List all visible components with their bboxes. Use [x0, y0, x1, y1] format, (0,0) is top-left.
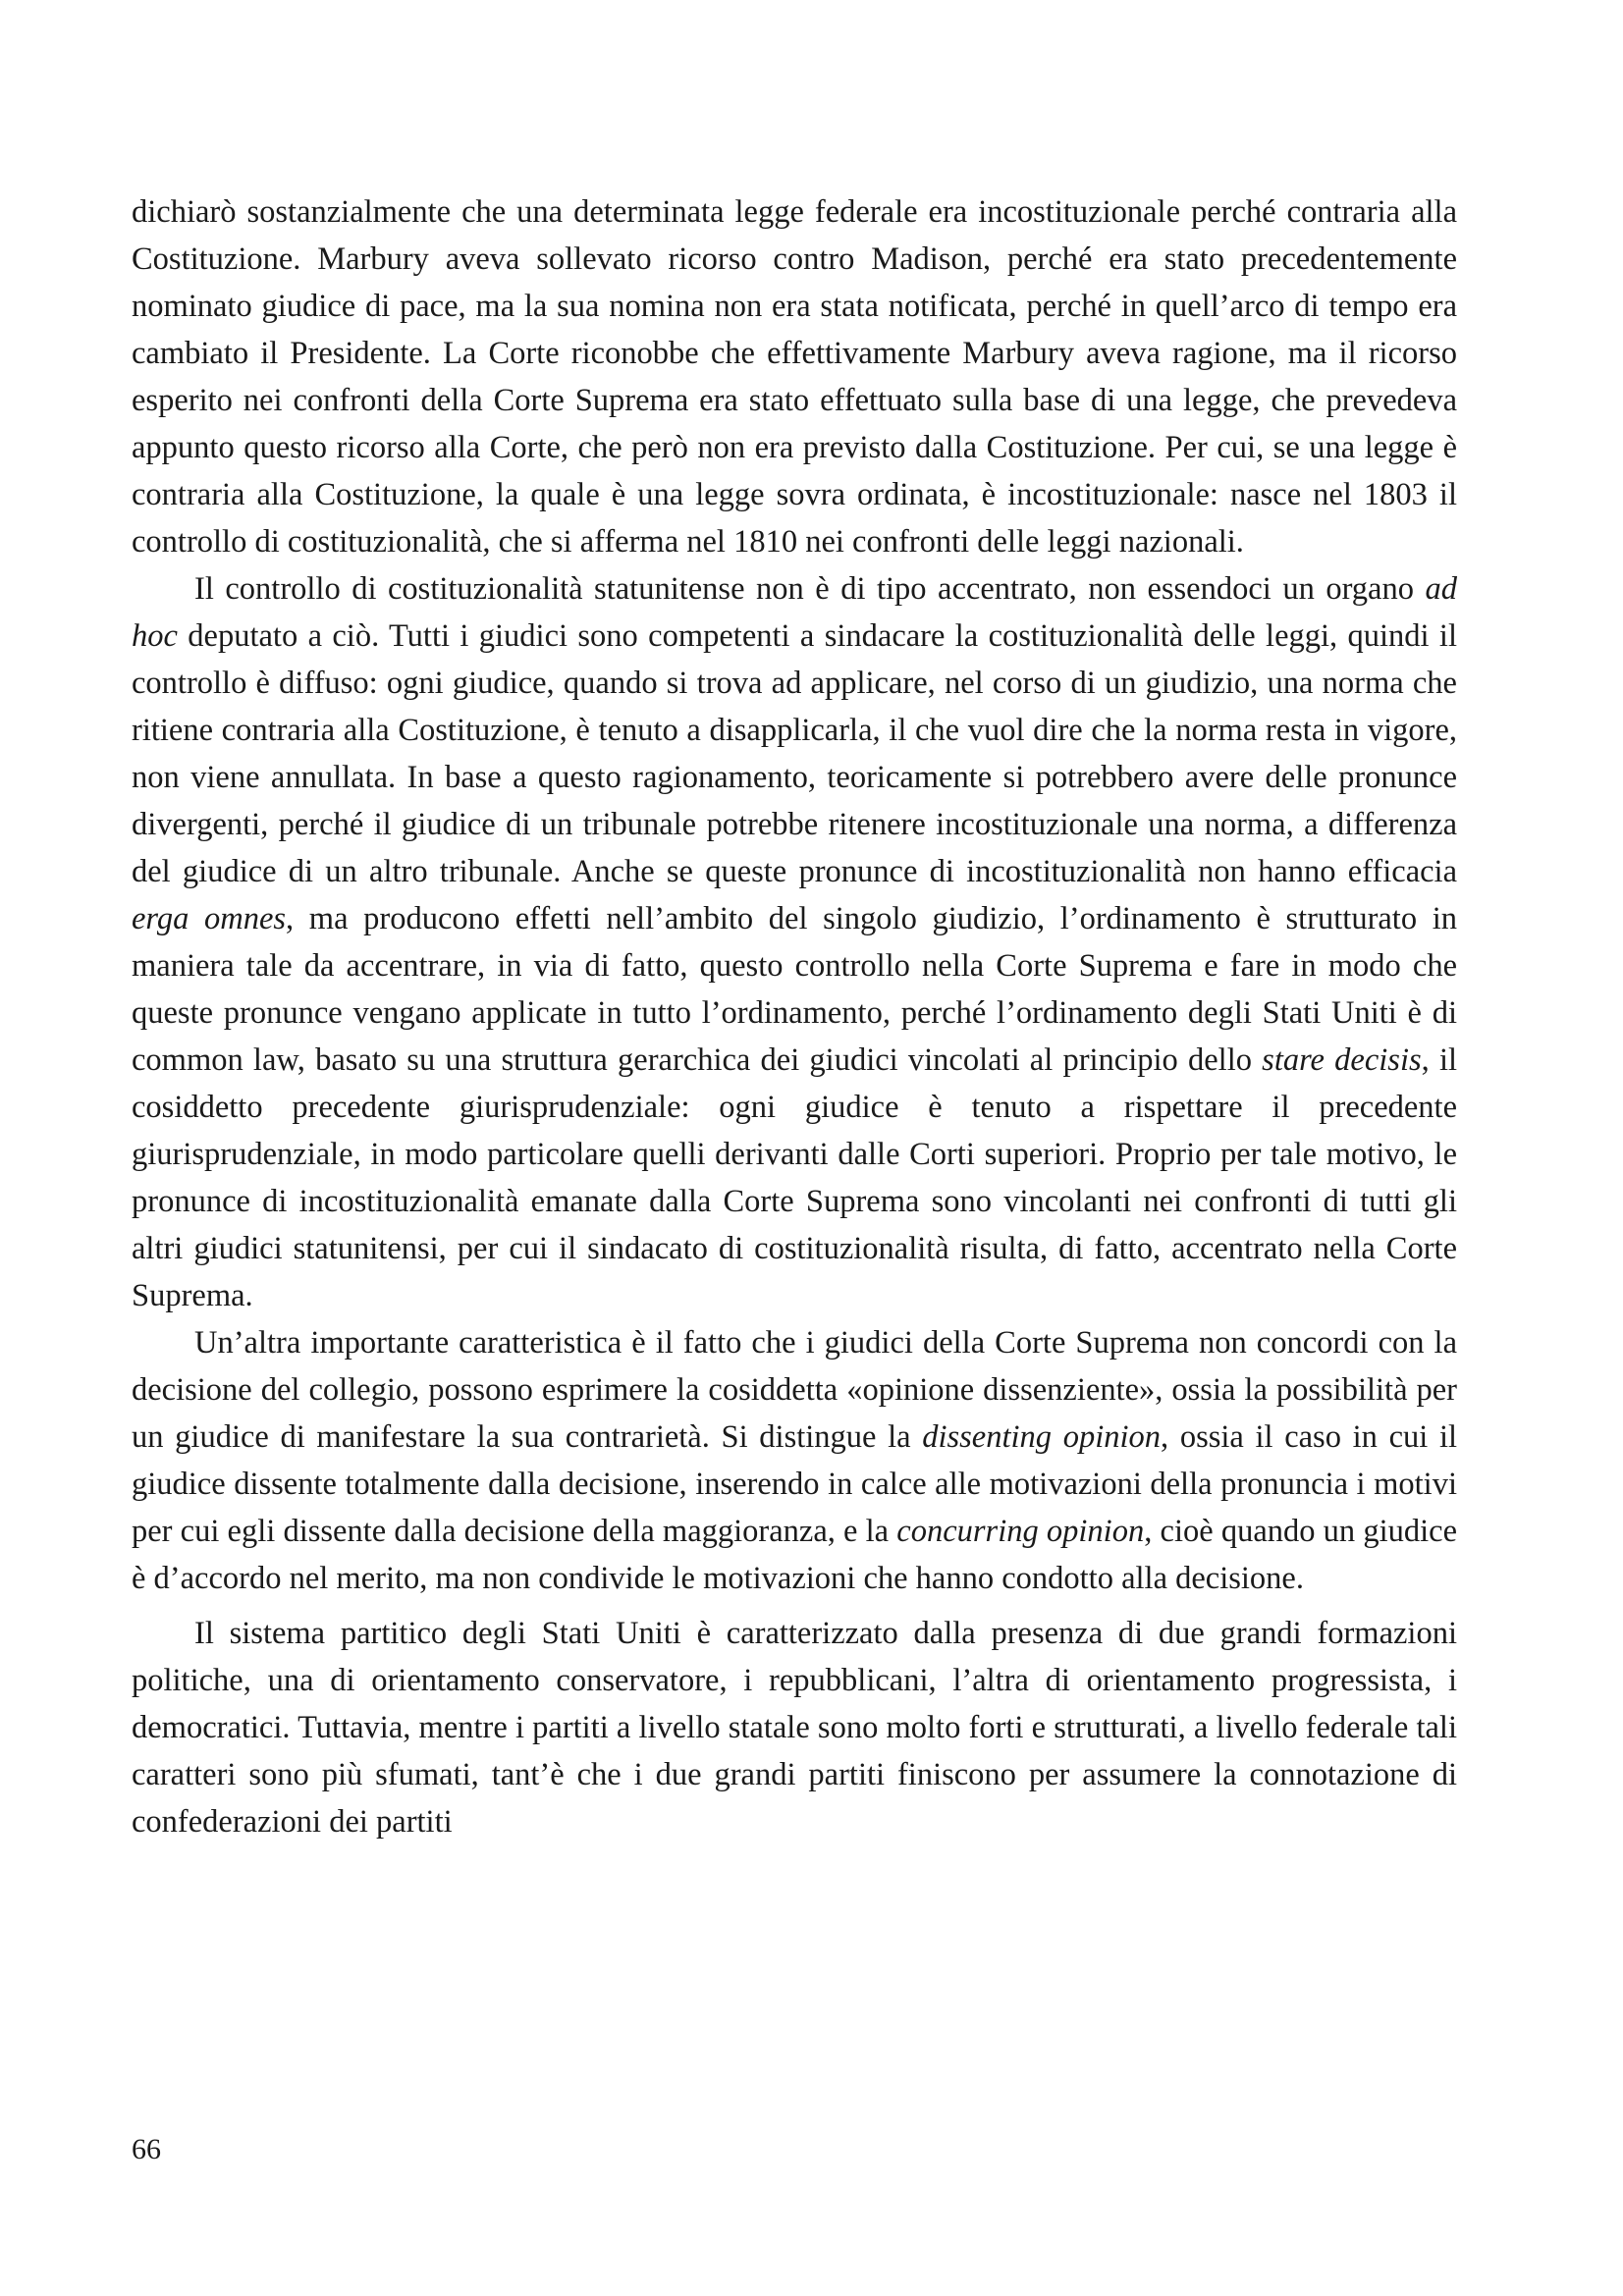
p4-text: Il sistema partitico degli Stati Uniti è caratterizzato dalla presenza di due grandi formazioni politiche, una di orientamento conservatore, i repubblicani, l’altra di orientamento progressista, i democratici. Tuttavia, mentre i partiti a livello statale sono molto forti e strutturati, a livello federale tali caratteri sono più sfumati, tant’è che i due grandi partiti finiscono per assumere la connotazione di confederazioni dei partiti [132, 1616, 1457, 1840]
p3-text-1: Un’altra importante caratteristica è il fatto che i giudici della Corte Suprema non concordi con la decisione del collegio, possono esprimere la cosiddetta «opinione dissenziente», ossia la possibilità per un giudice di manifestare la sua contrarietà. Si distingue la [132, 1325, 1457, 1455]
p3-italic-dissenting-opinion: dissenting opinion [922, 1419, 1162, 1455]
paragraph-controllo-diffuso [132, 565, 1457, 1319]
p3-italic-concurring-opinion: concurring opinion [896, 1514, 1145, 1549]
p2-italic-ad-hoc: ad hoc [132, 571, 1457, 654]
p2-text-1: Il controllo di costituzionalità statunitense non è di tipo accentrato, non essendoci un organo [194, 571, 1426, 607]
paragraph-opinione-dissenziente [132, 1319, 1457, 1602]
paragraph-marbury [132, 188, 1457, 565]
p1-text: dichiarò sostanzialmente che una determinata legge federale era incostituzionale perché contraria alla Costituzione. Marbury aveva sollevato ricorso contro Madison, perché era stato precedentemente nominato giudice di pace, ma la sua nomina non era stata notificata, perché in quell’arco di tempo era cambiato il Presidente. La Corte riconobbe che effettivamente Marbury aveva ragione, ma il ricorso esperito nei confronti della Corte Suprema era stato effettuato sulla base di una legge, che prevedeva appunto questo ricorso alla Corte, che però non era previsto dalla Costituzione. Per cui, se una legge è contraria alla Costituzione, la quale è una legge sovra ordinata, è incostituzionale: nasce nel 1803 il controllo di costituzionalità, che si afferma nel 1810 nei confronti delle leggi nazionali. [132, 194, 1457, 560]
p2-text-2: deputato a ciò. Tutti i giudici sono competenti a sindacare la costituzionalità delle leggi, quindi il controllo è diffuso: ogni giudice, quando si trova ad applicare, nel corso di un giudizio, una norma che ritiene contraria alla Costituzione, è tenuto a disapplicarla, il che vuol dire che la norma resta in vigore, non viene annullata. In base a questo ragionamento, teoricamente si potrebbero avere delle pronunce divergenti, perché il giudice di un tribunale potrebbe ritenere incostituzionale una norma, a differenza del giudice di un altro tribunale. Anche se queste pronunce di incostituzionalità non hanno efficacia [132, 618, 1457, 889]
p2-italic-stare-decisis: stare decisis [1262, 1042, 1422, 1078]
p3-text-3: , cioè quando un giudice è d’accordo nel merito, ma non condivide le motivazioni che hanno condotto alla decisione. [132, 1514, 1458, 1596]
p2-text-3: , ma producono effetti nell’ambito del singolo giudizio, l’ordinamento è strutturato in maniera tale da accentrare, in via di fatto, questo controllo nella Corte Suprema e fare in modo che queste pronunce vengano applicate in tutto l’ordinamento, perché l’ordinamento degli Stati Uniti è di common law, basato su una struttura gerarchica dei giudici vincolati al principio dello [132, 901, 1457, 1078]
p2-text-4: , il cosiddetto precedente giurisprudenziale: ogni giudice è tenuto a rispettare il precedente giurisprudenziale, in modo particolare quelli derivanti dalle Corti superiori. Proprio per tale motivo, le pronunce di incostituzionalità emanate dalla Corte Suprema sono vincolanti nei confronti di tutti gli altri giudici statunitensi, per cui il sindacato di costituzionalità risulta, di fatto, accentrato nella Corte Suprema. [132, 1042, 1458, 1313]
paragraph-sistema-partitico [132, 1610, 1457, 1845]
page-number: 66 [132, 2133, 161, 2165]
p2-italic-erga-omnes: erga omnes [132, 901, 287, 936]
page-body [132, 188, 1457, 1845]
p3-text-2: , ossia il caso in cui il giudice dissente totalmente dalla decisione, inserendo in calce alle motivazioni della pronuncia i motivi per cui egli dissente dalla decisione della maggioranza, e la [132, 1419, 1457, 1549]
